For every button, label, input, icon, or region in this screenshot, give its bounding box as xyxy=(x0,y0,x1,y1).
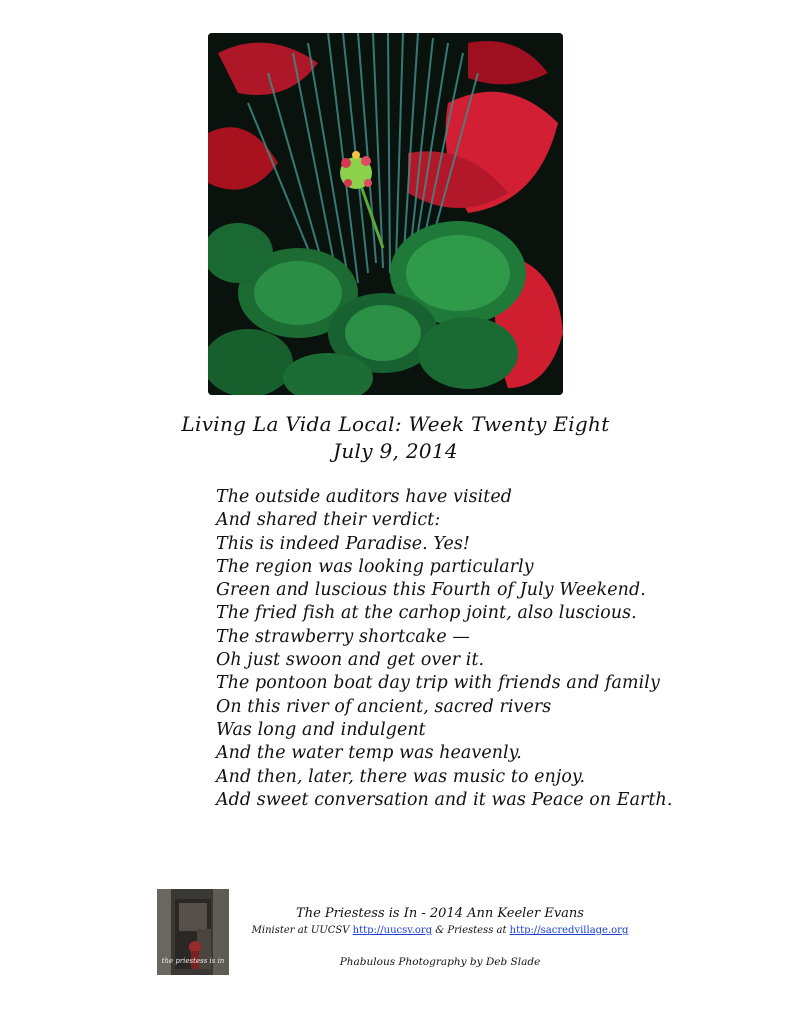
poem-line: Was long and indulgent xyxy=(216,719,426,740)
minister-prefix: Minister at UUCSV xyxy=(251,925,353,936)
poem-line: On this river of ancient, sacred rivers xyxy=(216,696,552,717)
thumbnail-caption: the priestess is in xyxy=(161,957,225,965)
poem-line: Add sweet conversation and it was Peace on Earth. xyxy=(216,789,673,810)
poem-line: The outside auditors have visited xyxy=(216,487,513,507)
photo-credit: Phabulous Photography by Deb Slade xyxy=(339,956,541,968)
poem-line: Green and luscious this Fourth of July Weekend. xyxy=(216,580,646,601)
uucsv-link[interactable]: http://uucsv.org xyxy=(352,925,433,936)
title-date: July 9, 2014 xyxy=(333,439,458,463)
priestess-thumbnail xyxy=(157,889,229,975)
poem-line: And the water temp was heavenly. xyxy=(216,743,522,764)
poem-body xyxy=(216,486,673,812)
poem-line: The region was looking particularly xyxy=(216,556,534,577)
poem-line: And shared their verdict: xyxy=(216,510,441,531)
minister-line xyxy=(230,925,650,936)
poem-line: The strawberry shortcake — xyxy=(216,626,470,647)
poem-line: Oh just swoon and get over it. xyxy=(216,650,485,671)
poem-line: The fried fish at the carhop joint, also luscious. xyxy=(216,603,637,624)
poem-title xyxy=(0,412,791,463)
flower-photo-art xyxy=(208,33,563,395)
poem-line: This is indeed Paradise. Yes! xyxy=(216,533,470,554)
author-line: The Priestess is In - 2014 Ann Keeler Evans xyxy=(296,906,584,921)
sacred-village-link[interactable]: http://sacredvillage.org xyxy=(509,925,629,936)
flower-photo xyxy=(208,33,563,395)
minister-middle: & Priestess at xyxy=(432,925,510,936)
poem-line: The pontoon boat day trip with friends and family xyxy=(216,673,660,694)
poem-line: And then, later, there was music to enjoy. xyxy=(216,766,586,787)
title-heading: Living La Vida Local: Week Twenty Eight xyxy=(181,412,610,436)
